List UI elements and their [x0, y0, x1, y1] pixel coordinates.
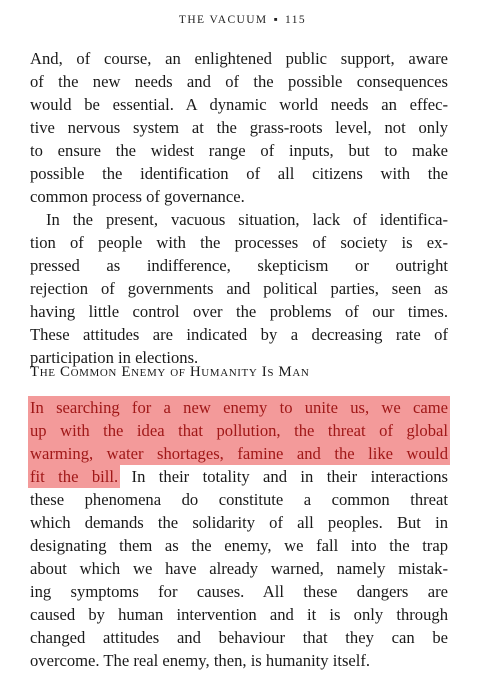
highlighted-line: [30, 442, 448, 465]
highlight-span: fit the bill.: [30, 467, 119, 486]
running-header-title: THE VACUUM: [178, 14, 268, 26]
text-line: which demands the solidarity of all peoples. But in: [30, 513, 448, 532]
text-line: In the present, vacuous situation, lack of identifica-: [46, 210, 448, 229]
text-line: about which we have already warned, namely mistak-: [30, 559, 448, 578]
page-number: 115: [285, 14, 307, 26]
text-line: to ensure the widest range of inputs, but to make: [30, 141, 448, 160]
text-line: participation in elections.: [30, 348, 199, 367]
text-line: ing symptoms for causes. All these dangers are: [30, 582, 448, 601]
highlight-span: warming, water shortages, famine and the like would: [30, 444, 448, 463]
paragraph-2: [30, 208, 448, 369]
highlighted-line: [30, 396, 448, 419]
text-line: these phenomena do constitute a common threat: [30, 490, 448, 509]
text-line: would be essential. A dynamic world needs an effec-: [30, 95, 448, 114]
paragraph-3: [30, 396, 448, 672]
text-line: tion of people with the processes of society is ex-: [30, 233, 448, 252]
text-line: tive nervous system at the grass-roots level, not only: [30, 118, 448, 137]
text-line: changed attitudes and behaviour that they can be: [30, 628, 448, 647]
text-line: These attitudes are indicated by a decreasing rate of: [30, 325, 448, 344]
text-line: caused by human intervention and it is only through: [30, 605, 448, 624]
text-line: rejection of governments and political parties, seen as: [30, 279, 448, 298]
text-line: overcome. The real enemy, then, is humanity itself.: [30, 651, 371, 670]
text-line: of the new needs and of the possible consequences: [30, 72, 448, 91]
paragraph-1: [30, 47, 448, 208]
text-line: designating them as the enemy, we fall into the trap: [30, 536, 448, 555]
highlighted-line: [30, 419, 448, 442]
text-span: In their totality and in their interactions: [118, 467, 449, 486]
text-line: And, of course, an enlightened public support, aware: [30, 49, 448, 68]
highlight-span: up with the idea that pollution, the threat of global: [30, 421, 448, 440]
text-line: [30, 465, 448, 488]
text-line: pressed as indifference, skepticism or outright: [30, 256, 448, 275]
text-line: possible the identification of all citizens with the: [30, 164, 448, 183]
text-line: having little control over the problems of our times.: [30, 302, 448, 321]
highlight-span: In searching for a new enemy to unite us, we came: [30, 398, 448, 417]
running-header: [0, 14, 485, 26]
text-line: common process of governance.: [30, 187, 245, 206]
running-header-separator: ▪: [273, 14, 280, 26]
section-heading: The Common Enemy of Humanity Is Man: [30, 364, 310, 380]
